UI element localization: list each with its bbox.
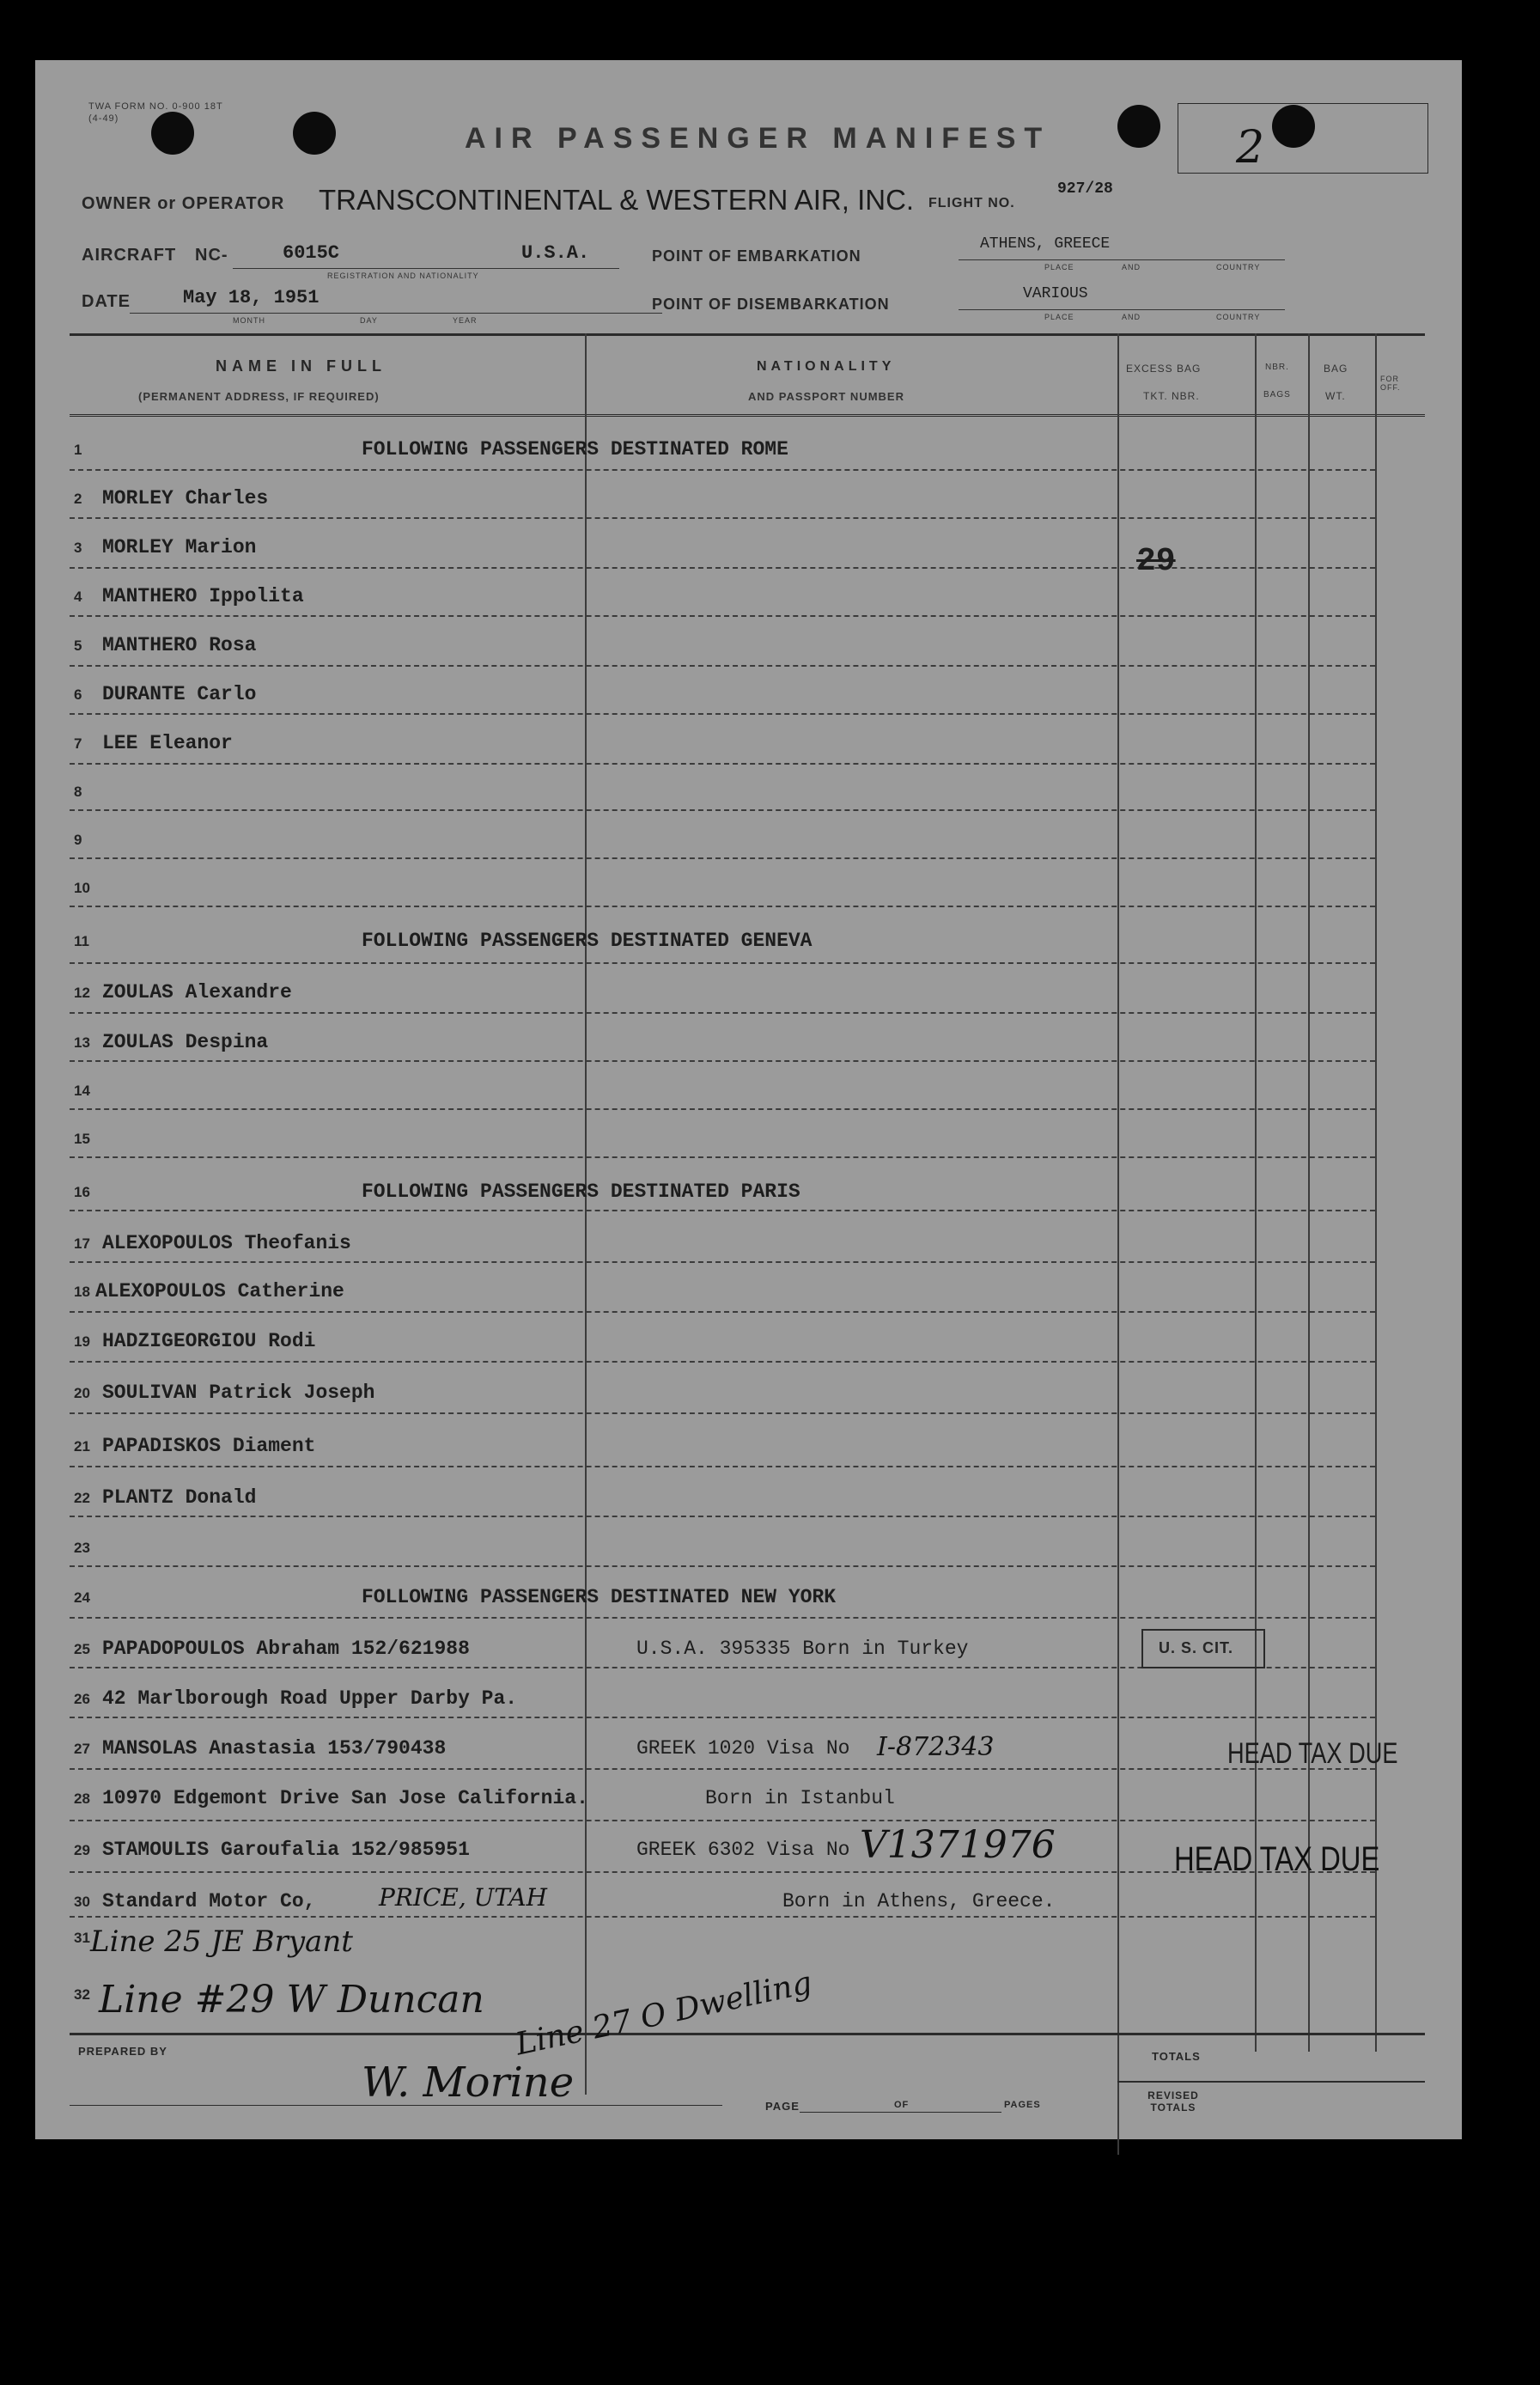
destination-heading: FOLLOWING PASSENGERS DESTINATED PARIS bbox=[362, 1180, 800, 1203]
row-rule bbox=[70, 1516, 1375, 1517]
owner-label: OWNER or OPERATOR bbox=[82, 194, 285, 213]
revised-totals-label: REVISED TOTALS bbox=[1147, 2089, 1199, 2114]
row-number: 23 bbox=[74, 1540, 90, 1556]
passenger-entry: STAMOULIS Garoufalia 152/985951 bbox=[102, 1839, 470, 1861]
nationality-entry: U.S.A. 395335 Born in Turkey bbox=[636, 1638, 969, 1660]
col-divider bbox=[585, 333, 587, 2095]
row-number: 3 bbox=[74, 540, 82, 556]
row-rule bbox=[70, 1361, 1375, 1363]
row-number: 11 bbox=[74, 933, 89, 949]
col-sub-nbr: BAGS bbox=[1263, 390, 1291, 400]
row-number: 30 bbox=[74, 1894, 90, 1910]
embark-sub-country: COUNTRY bbox=[1216, 263, 1261, 271]
disembark-sub-country: COUNTRY bbox=[1216, 313, 1261, 321]
handwritten-note: Line 27 O Dwelling bbox=[512, 1965, 815, 2063]
corner-mark: 2 bbox=[1236, 122, 1265, 174]
disembark-value: VARIOUS bbox=[1023, 285, 1088, 302]
page-label: PAGE bbox=[765, 2100, 800, 2113]
disembark-label: POINT OF DISEMBARKATION bbox=[652, 296, 890, 313]
passenger-entry: ZOULAS Despina bbox=[102, 1031, 269, 1053]
status-badge bbox=[1141, 1629, 1265, 1668]
aircraft-value: 6015C bbox=[283, 242, 340, 264]
passenger-entry: 42 Marlborough Road Upper Darby Pa. bbox=[102, 1687, 518, 1710]
row-rule bbox=[70, 665, 1375, 667]
row-number: 9 bbox=[74, 832, 82, 848]
destination-heading: FOLLOWING PASSENGERS DESTINATED ROME bbox=[362, 438, 788, 461]
handwritten-city: PRICE, UTAH bbox=[379, 1883, 548, 1912]
row-rule bbox=[70, 469, 1375, 471]
head-tax-stamp: HEAD TAX DUE bbox=[1227, 1737, 1398, 1770]
owner-value: TRANSCONTINENTAL & WESTERN AIR, INC. bbox=[319, 184, 915, 216]
row-rule bbox=[70, 615, 1375, 617]
aircraft-prefix: NC- bbox=[195, 246, 228, 265]
row-number: 17 bbox=[74, 1235, 90, 1252]
passenger-entry: 10970 Edgemont Drive San Jose California. bbox=[102, 1787, 588, 1809]
aircraft-country: U.S.A. bbox=[521, 242, 590, 264]
row-number: 32 bbox=[74, 1986, 90, 2003]
embark-sub-and: AND bbox=[1122, 263, 1141, 271]
aircraft-label: AIRCRAFT bbox=[82, 246, 177, 265]
passenger-entry: SOULIVAN Patrick Joseph bbox=[102, 1382, 375, 1404]
col-divider bbox=[1255, 333, 1257, 2052]
row-number: 24 bbox=[74, 1589, 90, 1606]
col-sub-excess: TKT. NBR. bbox=[1143, 390, 1200, 402]
row-rule bbox=[70, 962, 1375, 964]
totals-label: TOTALS bbox=[1152, 2050, 1201, 2063]
passenger-entry: MANTHERO Ippolita bbox=[102, 585, 304, 607]
punch-hole bbox=[293, 112, 336, 155]
row-rule bbox=[70, 906, 1375, 907]
date-sub-day: DAY bbox=[360, 316, 378, 325]
row-number: 18 bbox=[74, 1284, 90, 1300]
nationality-entry: GREEK 1020 Visa No bbox=[636, 1737, 850, 1760]
passenger-entry: PAPADISKOS Diament bbox=[102, 1435, 316, 1457]
pages-label: PAGES bbox=[1004, 2100, 1041, 2110]
row-number: 14 bbox=[74, 1083, 90, 1099]
passenger-entry: ALEXOPOULOS Theofanis bbox=[102, 1232, 351, 1254]
row-rule bbox=[70, 713, 1375, 715]
row-number: 21 bbox=[74, 1438, 90, 1455]
row-rule bbox=[70, 1012, 1375, 1014]
passenger-entry: ALEXOPOULOS Catherine bbox=[95, 1280, 344, 1302]
row-number: 27 bbox=[74, 1741, 90, 1757]
passenger-entry: MANTHERO Rosa bbox=[102, 634, 257, 656]
embark-sub-place: PLACE bbox=[1044, 263, 1074, 271]
row-number: 4 bbox=[74, 589, 82, 605]
col-divider bbox=[1117, 333, 1119, 2155]
row-rule bbox=[70, 517, 1375, 519]
col-divider bbox=[1308, 333, 1310, 2052]
citizen-stamp: U. S. CIT. bbox=[1159, 1639, 1234, 1656]
col-sub-name: (PERMANENT ADDRESS, IF REQUIRED) bbox=[138, 390, 380, 403]
row-rule bbox=[70, 1820, 1375, 1821]
prepared-by-label: PREPARED BY bbox=[78, 2045, 167, 2058]
row-number: 26 bbox=[74, 1691, 90, 1707]
row-rule bbox=[70, 1565, 1375, 1567]
corner-box bbox=[1178, 103, 1428, 174]
disembark-sub-and: AND bbox=[1122, 313, 1141, 321]
row-number: 12 bbox=[74, 985, 90, 1001]
passenger-entry: PAPADOPOULOS Abraham 152/621988 bbox=[102, 1638, 470, 1660]
aircraft-sub: REGISTRATION AND NATIONALITY bbox=[327, 271, 479, 280]
flight-label: FLIGHT NO. bbox=[928, 196, 1015, 210]
nationality-entry: GREEK 6302 Visa No bbox=[636, 1839, 850, 1861]
row-rule bbox=[70, 1466, 1375, 1467]
row-number: 16 bbox=[74, 1184, 90, 1200]
visa-value: V1371976 bbox=[860, 1823, 1056, 1867]
col-divider bbox=[1375, 333, 1377, 2052]
col-header-name: NAME IN FULL bbox=[216, 357, 387, 375]
nationality-entry: Born in Istanbul bbox=[705, 1787, 895, 1809]
head-tax-stamp: HEAD TAX DUE bbox=[1174, 1840, 1380, 1878]
excess-ticket: 29 bbox=[1136, 543, 1176, 580]
row-number: 1 bbox=[74, 442, 82, 458]
row-number: 31 bbox=[74, 1930, 90, 1946]
manifest-sheet bbox=[35, 60, 1462, 2139]
handwritten-note: Line #29 W Duncan bbox=[99, 1978, 484, 2022]
row-number: 29 bbox=[74, 1842, 90, 1858]
col-header-bag: BAG bbox=[1324, 363, 1348, 375]
row-number: 19 bbox=[74, 1333, 90, 1350]
col-sub-bag: WT. bbox=[1325, 390, 1346, 402]
row-number: 22 bbox=[74, 1490, 90, 1506]
destination-heading: FOLLOWING PASSENGERS DESTINATED NEW YORK bbox=[362, 1586, 837, 1608]
embark-label: POINT OF EMBARKATION bbox=[652, 247, 861, 265]
row-rule bbox=[70, 857, 1375, 859]
passenger-entry: MANSOLAS Anastasia 153/790438 bbox=[102, 1737, 447, 1760]
passenger-entry: Standard Motor Co, bbox=[102, 1890, 316, 1912]
row-number: 2 bbox=[74, 491, 82, 507]
row-rule bbox=[70, 763, 1375, 765]
row-rule bbox=[70, 1156, 1375, 1158]
flight-value: 927/28 bbox=[1057, 180, 1113, 198]
row-number: 15 bbox=[74, 1131, 90, 1147]
row-rule bbox=[70, 1261, 1375, 1263]
row-rule bbox=[70, 567, 1375, 569]
row-number: 5 bbox=[74, 637, 82, 654]
punch-hole bbox=[1117, 105, 1160, 148]
row-rule bbox=[70, 1768, 1375, 1770]
signature: W. Morine bbox=[362, 2059, 575, 2107]
passenger-entry: MORLEY Marion bbox=[102, 536, 257, 558]
date-label: DATE bbox=[82, 292, 131, 311]
row-number: 10 bbox=[74, 880, 90, 896]
passenger-entry: ZOULAS Alexandre bbox=[102, 981, 292, 1003]
col-header-off: FOR OFF. bbox=[1380, 375, 1401, 392]
date-sub-year: YEAR bbox=[453, 316, 478, 325]
date-sub-month: MONTH bbox=[233, 316, 265, 325]
passenger-entry: DURANTE Carlo bbox=[102, 683, 257, 705]
row-number: 25 bbox=[74, 1641, 90, 1657]
embark-value: ATHENS, GREECE bbox=[980, 235, 1111, 253]
row-rule bbox=[70, 1060, 1375, 1062]
passenger-entry: HADZIGEORGIOU Rodi bbox=[102, 1330, 316, 1352]
of-label: OF bbox=[894, 2100, 910, 2110]
row-rule bbox=[70, 1412, 1375, 1414]
row-number: 7 bbox=[74, 735, 82, 752]
row-number: 6 bbox=[74, 686, 82, 703]
row-rule bbox=[70, 1108, 1375, 1110]
row-rule bbox=[70, 809, 1375, 811]
row-number: 13 bbox=[74, 1034, 90, 1051]
col-header-nbr: NBR. bbox=[1265, 363, 1289, 372]
row-number: 28 bbox=[74, 1790, 90, 1807]
col-sub-nationality: AND PASSPORT NUMBER bbox=[748, 390, 904, 403]
page-title: AIR PASSENGER MANIFEST bbox=[465, 122, 1051, 155]
passenger-entry: LEE Eleanor bbox=[102, 732, 233, 754]
form-date: (4-49) bbox=[88, 113, 119, 124]
form-number: TWA FORM NO. 0-900 18T bbox=[88, 101, 223, 112]
passenger-entry: PLANTZ Donald bbox=[102, 1486, 257, 1509]
col-header-excess: EXCESS BAG bbox=[1126, 363, 1202, 375]
row-rule bbox=[70, 1717, 1375, 1718]
row-rule bbox=[70, 1210, 1375, 1211]
date-value: May 18, 1951 bbox=[183, 287, 320, 308]
row-rule bbox=[70, 1916, 1375, 1918]
col-header-nationality: NATIONALITY bbox=[757, 359, 896, 374]
destination-heading: FOLLOWING PASSENGERS DESTINATED GENEVA bbox=[362, 930, 813, 952]
row-rule bbox=[70, 1311, 1375, 1313]
disembark-sub-place: PLACE bbox=[1044, 313, 1074, 321]
handwritten-note: Line 25 JE Bryant bbox=[90, 1924, 353, 1959]
row-rule bbox=[70, 1617, 1375, 1619]
visa-value: I-872343 bbox=[877, 1732, 995, 1762]
row-number: 8 bbox=[74, 784, 82, 800]
row-number: 20 bbox=[74, 1385, 90, 1401]
punch-hole bbox=[151, 112, 194, 155]
nationality-entry: Born in Athens, Greece. bbox=[782, 1890, 1056, 1912]
passenger-entry: MORLEY Charles bbox=[102, 487, 269, 509]
